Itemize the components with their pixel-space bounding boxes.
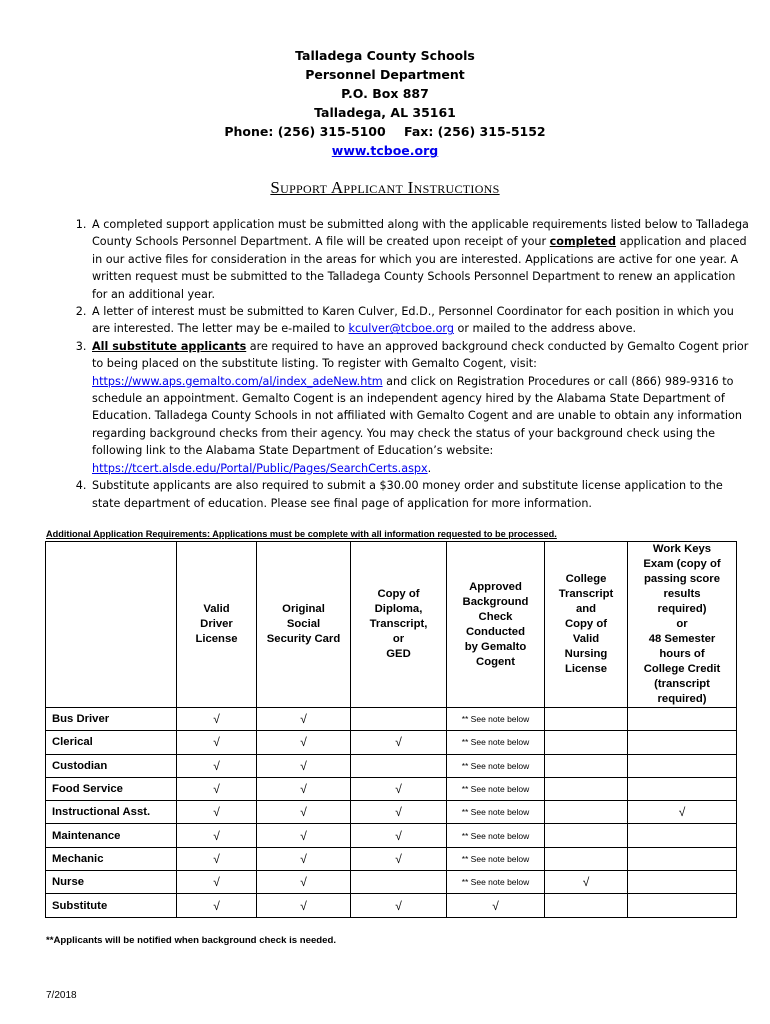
header-line: Valid xyxy=(203,603,230,615)
instruction-item-1 xyxy=(90,216,752,303)
header-line: Copy of xyxy=(564,618,608,630)
checkmark-cell: √ xyxy=(177,777,257,800)
header-line: Security Card xyxy=(266,633,341,645)
instruction-3-period: . xyxy=(427,461,432,475)
page-title: Support Applicant Instructions xyxy=(270,178,500,197)
header-line: Copy of xyxy=(377,588,420,600)
empty-cell xyxy=(545,777,628,800)
header-line: Social xyxy=(286,618,321,630)
header-social-security xyxy=(257,542,351,708)
empty-cell xyxy=(545,801,628,824)
instructions-list xyxy=(66,216,752,512)
empty-cell xyxy=(545,894,628,917)
instruction-1-text: A completed support application must be submitted along with the applicable requirements listed below to Talladega County Schools Personnel Department. A file will be created upon receipt of your xyxy=(92,218,749,249)
header-line: or xyxy=(392,633,405,645)
checkmark-cell: √ xyxy=(351,731,447,754)
header-background-check xyxy=(447,542,545,708)
email-link[interactable]: kculver@tcboe.org xyxy=(348,322,454,336)
checkmark-cell: √ xyxy=(257,824,351,847)
checkmark-cell: √ xyxy=(177,894,257,917)
header-line: passing score xyxy=(644,573,720,585)
table-header-row xyxy=(46,542,737,708)
checkmark-cell: √ xyxy=(177,824,257,847)
position-name: Mechanic xyxy=(46,847,177,870)
checkmark-cell: √ xyxy=(447,894,545,917)
checkmark-cell: √ xyxy=(177,847,257,870)
checkmark-cell: √ xyxy=(351,847,447,870)
header-line: and xyxy=(575,603,597,615)
header-position xyxy=(46,542,177,708)
table-row xyxy=(46,731,737,754)
revision-date: 7/2018 xyxy=(46,990,77,1001)
header-line: Nursing xyxy=(564,648,608,660)
header-line: required) xyxy=(657,693,707,705)
empty-cell xyxy=(628,871,737,894)
empty-cell xyxy=(628,731,737,754)
empty-cell xyxy=(351,708,447,731)
note-cell: ** See note below xyxy=(447,824,545,847)
note-cell: ** See note below xyxy=(447,847,545,870)
requirements-table xyxy=(45,541,737,918)
empty-cell xyxy=(351,871,447,894)
header-line: Original xyxy=(282,603,325,615)
checkmark-cell: √ xyxy=(257,894,351,917)
table-row xyxy=(46,801,737,824)
position-name: Custodian xyxy=(46,754,177,777)
requirements-caption: Additional Application Requirements: Applications must be complete with all information requested to be processed. xyxy=(46,529,557,539)
header-line: GED xyxy=(386,648,411,660)
table-row xyxy=(46,871,737,894)
header-line: Valid xyxy=(572,633,600,645)
checkmark-cell: √ xyxy=(177,731,257,754)
instruction-item-3 xyxy=(90,338,752,477)
instruction-2-text-cont: or mailed to the address above. xyxy=(453,322,637,336)
empty-cell xyxy=(545,731,628,754)
checkmark-cell: √ xyxy=(351,894,447,917)
table-row xyxy=(46,754,737,777)
header-line: Conducted xyxy=(466,625,525,638)
checkmark-cell: √ xyxy=(545,871,628,894)
header-line: Cogent xyxy=(476,655,515,668)
instruction-1-text-cont: application and placed in our active files for consideration in the areas for which you are interested. Applications are active for one year. A written request must be submitted to the Talladega County Schools Personnel Department to renew an application for an additional year. xyxy=(92,235,747,301)
website-link[interactable]: www.tcboe.org xyxy=(331,143,439,158)
substitute-emphasis: All substitute applicants xyxy=(92,339,247,353)
checkmark-cell: √ xyxy=(257,801,351,824)
header-line: License xyxy=(195,633,238,645)
header-work-keys xyxy=(628,542,737,708)
position-name: Substitute xyxy=(46,894,177,917)
letterhead xyxy=(0,46,770,160)
empty-cell xyxy=(545,847,628,870)
empty-cell xyxy=(628,708,737,731)
header-line: College xyxy=(565,573,607,585)
header-line: Approved xyxy=(469,580,522,593)
checkmark-cell: √ xyxy=(351,777,447,800)
header-line: Transcript, xyxy=(369,618,428,630)
header-line: Diploma, xyxy=(374,603,423,615)
instruction-3-text: are required to have an approved background check conducted by Gemalto Cogent prior to being placed on the substitute listing. To register with Gemalto Cogent, visit: xyxy=(92,339,749,371)
checkmark-cell: √ xyxy=(628,801,737,824)
note-cell: ** See note below xyxy=(447,754,545,777)
header-line: (transcript xyxy=(654,678,710,690)
position-name: Maintenance xyxy=(46,824,177,847)
position-name: Nurse xyxy=(46,871,177,894)
position-name: Clerical xyxy=(46,731,177,754)
table-row xyxy=(46,894,737,917)
header-line: Driver xyxy=(200,618,233,630)
instruction-item-2 xyxy=(90,303,752,338)
header-line: Background xyxy=(462,595,529,608)
department-name: Personnel Department xyxy=(305,67,465,82)
checkmark-cell: √ xyxy=(177,708,257,731)
checkmark-cell: √ xyxy=(257,731,351,754)
empty-cell xyxy=(628,777,737,800)
empty-cell xyxy=(628,847,737,870)
header-line: or xyxy=(676,618,688,630)
checkmark-cell: √ xyxy=(351,824,447,847)
note-cell: ** See note below xyxy=(447,871,545,894)
header-driver-license xyxy=(177,542,257,708)
empty-cell xyxy=(545,824,628,847)
note-cell: ** See note below xyxy=(447,801,545,824)
header-college-transcript xyxy=(545,542,628,708)
empty-cell xyxy=(628,894,737,917)
header-line: 48 Semester xyxy=(648,633,716,645)
gemalto-registration-link[interactable]: https://www.aps.gemalto.com/al/index_adeNew.htm xyxy=(92,374,383,388)
position-name: Instructional Asst. xyxy=(46,801,177,824)
city-state-zip: Talladega, AL 35161 xyxy=(314,105,456,120)
table-row xyxy=(46,847,737,870)
instruction-2-text: A letter of interest must be submitted to Karen Culver, Ed.D., Personnel Coordinator for each position in which you are interested. The letter may be e-mailed to xyxy=(92,305,734,336)
note-cell: ** See note below xyxy=(447,731,545,754)
note-cell: ** See note below xyxy=(447,708,545,731)
alsde-search-link[interactable]: https://tcert.alsde.edu/Portal/Public/Pages/SearchCerts.aspx xyxy=(92,461,428,475)
header-line: Exam (copy of xyxy=(643,558,721,570)
position-name: Bus Driver xyxy=(46,708,177,731)
phone-fax-line xyxy=(0,122,770,141)
footnote: **Applicants will be notified when background check is needed. xyxy=(46,935,337,946)
org-name: Talladega County Schools xyxy=(295,48,475,63)
checkmark-cell: √ xyxy=(351,801,447,824)
table-row xyxy=(46,824,737,847)
empty-cell xyxy=(351,754,447,777)
header-line: results xyxy=(663,588,701,600)
instruction-item-4: 4. Substitute applicants are also required to submit a $30.00 money order and substitute license application to the state department of education. Please see final page of application for more information. xyxy=(90,477,752,512)
phone-number: Phone: (256) 315-5100 xyxy=(224,124,386,139)
header-diploma xyxy=(351,542,447,708)
position-name: Food Service xyxy=(46,777,177,800)
completed-emphasis: completed xyxy=(549,235,617,249)
header-line: required) xyxy=(657,603,707,615)
header-line: Work Keys xyxy=(652,543,712,555)
header-line: License xyxy=(564,663,608,675)
table-row xyxy=(46,708,737,731)
table-row xyxy=(46,777,737,800)
table-body xyxy=(46,708,737,918)
checkmark-cell: √ xyxy=(257,754,351,777)
checkmark-cell: √ xyxy=(257,871,351,894)
checkmark-cell: √ xyxy=(257,847,351,870)
empty-cell xyxy=(628,754,737,777)
checkmark-cell: √ xyxy=(177,801,257,824)
header-line: hours of xyxy=(659,648,705,660)
checkmark-cell: √ xyxy=(177,754,257,777)
header-line: Transcript xyxy=(558,588,614,600)
instruction-3-text-cont: and click on Registration Procedures or call (866) 989-9316 to schedule an appointment. Gemalto Cogent is an independent agency hired by the Alabama State Department of Education. Talladega County Schools in not affiliated with Gemalto Cogent and are unable to obtain any information regarding background checks from their agency. You may check the status of your background check using the following link to the Alabama State Department of Education’s website: xyxy=(92,374,742,458)
checkmark-cell: √ xyxy=(177,871,257,894)
header-line: by Gemalto xyxy=(464,640,527,653)
empty-cell xyxy=(545,754,628,777)
header-line: College Credit xyxy=(643,663,721,675)
checkmark-cell: √ xyxy=(257,708,351,731)
note-cell: ** See note below xyxy=(447,777,545,800)
checkmark-cell: √ xyxy=(257,777,351,800)
empty-cell xyxy=(628,824,737,847)
po-box: P.O. Box 887 xyxy=(341,86,429,101)
header-line: Check xyxy=(478,610,513,623)
fax-number: Fax: (256) 315-5152 xyxy=(404,124,546,139)
empty-cell xyxy=(545,708,628,731)
